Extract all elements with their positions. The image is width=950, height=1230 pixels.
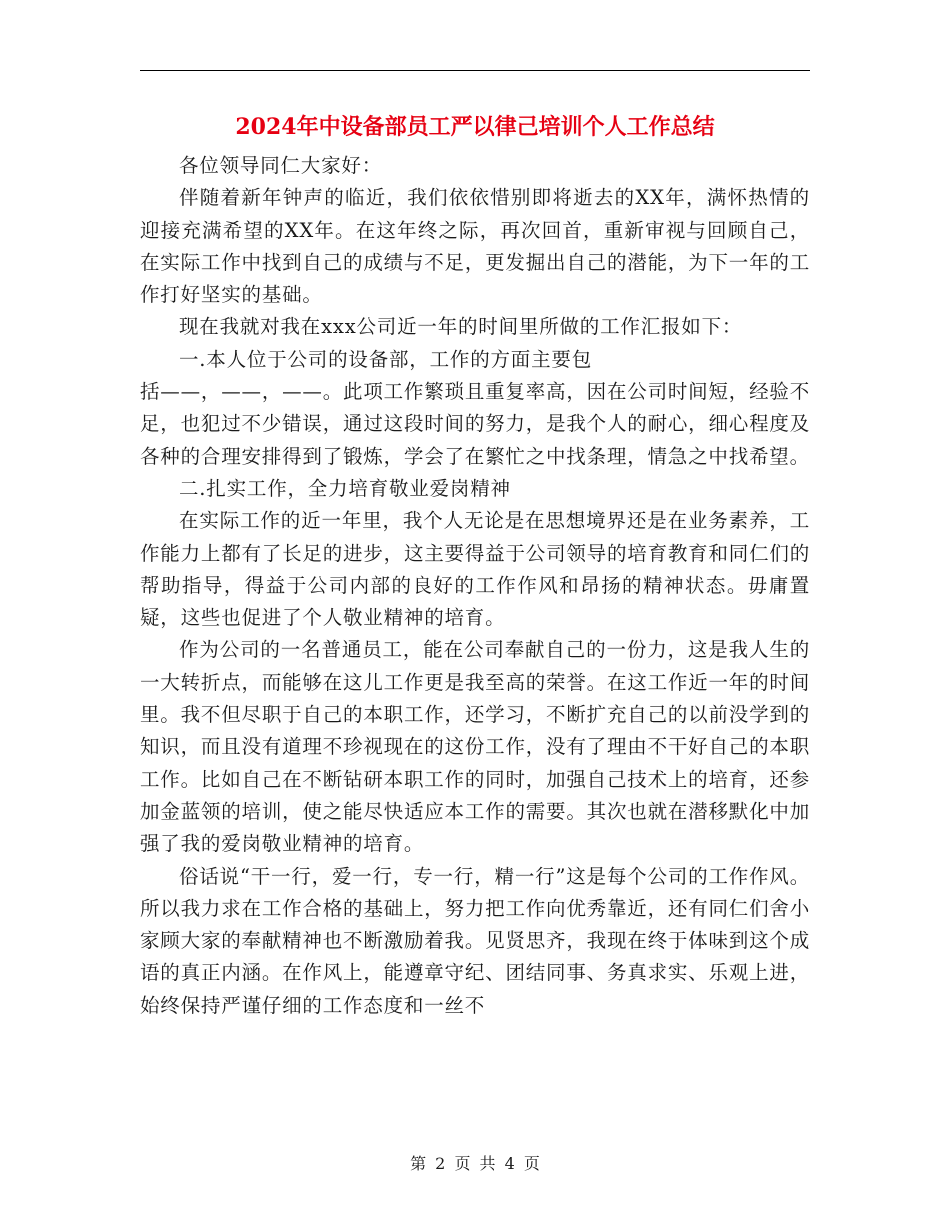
greeting-paragraph: 各位领导同仁大家好： [179,154,383,177]
body-paragraph: 括——，——，——。此项工作繁琐且重复率高，因在公司时间短，经验不足，也犯过不少错误，通过这段时间的努力，是我个人的耐心，细心程度及各种的合理安排得到了锻炼，学会了在繁忙之中找条理，情急之中找希望。 [140,380,810,468]
section-heading-2: 二.扎实工作，全力培育敬业爱岗精神 [179,476,511,500]
body-paragraph: 现在我就对我在xxx公司近一年的时间里所做的工作汇报如下： [179,315,743,339]
header-rule [140,70,810,71]
body-paragraph: 在实际工作的近一年里，我个人无论是在思想境界还是在业务素养，工作能力上都有了长足的进步，这主要得益于公司领导的培育教育和同仁们的帮助指导，得益于公司内部的良好的工作作风和昂扬的精神状态。毋庸置疑，这些也促进了个人敬业精神的培育。 [140,509,810,630]
document-body [140,150,810,1022]
body-paragraph: 俗话说“干一行，爱一行，专一行，精一行”这是每个公司的工作作风。所以我力求在工作合格的基础上，努力把工作向优秀靠近，还有同仁们舍小家顾大家的奉献精神也不断激励着我。见贤思齐，我现在终于体味到这个成语的真正内涵。在作风上，能遵章守纪、团结同事、务真求实、乐观上进，始终保持严谨仔细的工作态度和一丝不 [140,864,810,1017]
body-paragraph: 作为公司的一名普通员工，能在公司奉献自己的一份力，这是我人生的一大转折点，而能够在这儿工作更是我至高的荣誉。在这工作近一年的时间里。我不但尽职于自己的本职工作，还学习，不断扩充自己的以前没学到的知识，而且没有道理不珍视现在的这份工作，没有了理由不干好自己的本职工作。比如自己在不断钻研本职工作的同时，加强自己技术上的培育，还参加金蓝领的培训，使之能尽快适应本工作的需要。其次也就在潜移默化中加强了我的爱岗敬业精神的培育。 [140,638,810,856]
section-heading-1: 一.本人位于公司的设备部，工作的方面主要包 [179,347,592,371]
page-footer: 第 2 页 共 4 页 [410,1154,540,1173]
document-title: 2024年中设备部员工严以律己培训个人工作总结 [235,114,715,140]
body-paragraph: 伴随着新年钟声的临近，我们依依惜别即将逝去的XX年，满怀热情的迎接充满希望的XX年。在这年终之际，再次回首，重新审视与回顾自己，在实际工作中找到自己的成绩与不足，更发掘出自己的潜能，为下一年的工作打好坚实的基础。 [140,186,810,307]
